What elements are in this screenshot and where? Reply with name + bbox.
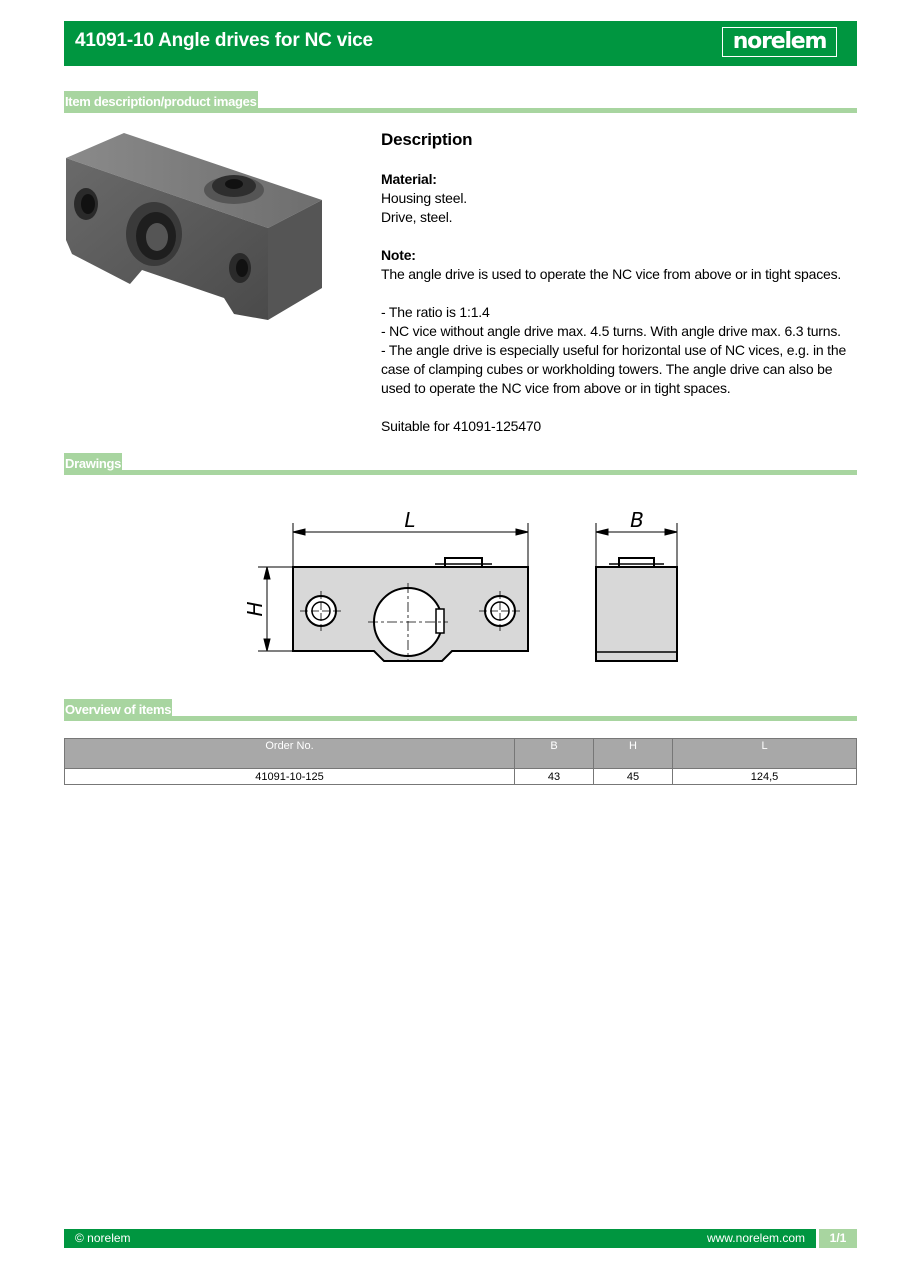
dimension-label-h: H [243, 601, 267, 617]
items-table [64, 738, 857, 785]
product-image [64, 128, 324, 324]
section-overview [64, 699, 857, 721]
bullet-item: - The ratio is 1:1.4 [381, 304, 490, 320]
section-item-description [64, 91, 857, 113]
dimension-label-l: L [404, 508, 416, 532]
description-title: Description [381, 130, 473, 149]
note-text: The angle drive is used to operate the NC vice from above or in tight spaces. [381, 266, 842, 282]
description-block [381, 129, 851, 436]
material-label: Material: [381, 171, 437, 187]
bullet-item: - NC vice without angle drive max. 4.5 turns. With angle drive max. 6.3 turns. [381, 323, 841, 339]
material-line: Drive, steel. [381, 209, 453, 225]
note-label: Note: [381, 247, 416, 263]
dimension-label-b: B [630, 508, 644, 532]
footer-url-link[interactable]: www.norelem.com [706, 1231, 805, 1245]
footer-copyright: © norelem [75, 1231, 131, 1245]
bullet-item: - The angle drive is especially useful for horizontal use of NC vices, e.g. in the case of clamping cubes or workholding towers. The angle drive can also be used to operate the NC vice from above or in tight spaces. [381, 342, 847, 396]
norelem-logo [722, 27, 837, 57]
section-drawings-label: Drawings [64, 453, 122, 475]
page-footer [64, 1229, 857, 1248]
header-h: H [594, 739, 673, 769]
page-number: 1/1 [819, 1229, 857, 1248]
section-overview-label: Overview of items [64, 699, 172, 721]
suitable-text: Suitable for 41091-125470 [381, 418, 542, 434]
table-header-row [65, 739, 857, 769]
material-line: Housing steel. [381, 190, 467, 206]
cell-l: 124,5 [673, 769, 857, 785]
header-order-no: Order No. [65, 739, 515, 769]
cell-b: 43 [515, 769, 594, 785]
table-row [65, 769, 857, 785]
header-b: B [515, 739, 594, 769]
logo-text: norelem [732, 29, 827, 54]
page-title: 41091-10 Angle drives for NC vice [75, 30, 373, 51]
header-l: L [673, 739, 857, 769]
section-item-description-label: Item description/product images [64, 91, 258, 113]
cell-h: 45 [594, 769, 673, 785]
section-drawings [64, 453, 857, 475]
technical-drawing [240, 505, 690, 675]
cell-order-no[interactable]: 41091-10-125 [65, 769, 515, 785]
page-header [64, 21, 857, 66]
